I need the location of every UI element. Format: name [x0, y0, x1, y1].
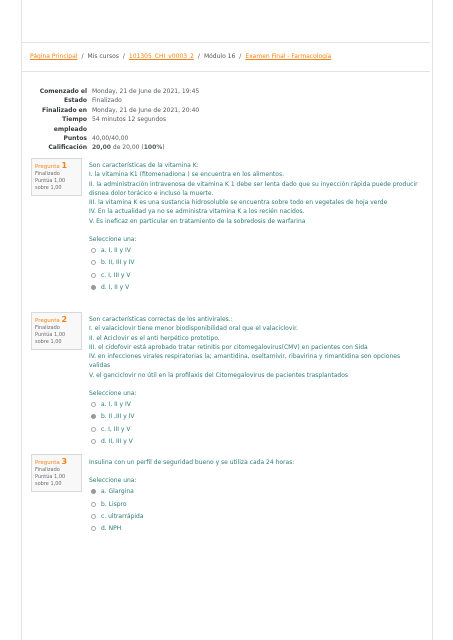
- radio-button[interactable]: [91, 273, 96, 278]
- time-value: 54 minutos 12 segundos: [92, 116, 167, 124]
- answer-option[interactable]: b. II, III y IV: [89, 257, 419, 269]
- breadcrumb-separator: /: [81, 53, 84, 60]
- question-info-3: [31, 454, 82, 492]
- select-one-label: Seleccione una:: [89, 477, 137, 485]
- question-number: Pregunta 2: [35, 315, 68, 324]
- radio-button[interactable]: [91, 427, 96, 432]
- breadcrumb-exam-link[interactable]: Examen Final - Farmacología: [245, 53, 332, 60]
- question-info-2: [31, 312, 82, 350]
- question-status: Finalizado: [35, 171, 60, 177]
- time-label: Tiempo empleado: [53, 116, 87, 133]
- started-value: Monday, 21 de June de 2021, 19:45: [92, 88, 200, 95]
- radio-button[interactable]: [91, 285, 96, 290]
- radio-button[interactable]: [91, 402, 96, 407]
- question-content-2: [89, 315, 419, 448]
- answer-option[interactable]: c. I, III y V: [89, 269, 419, 281]
- question-score: Puntúa 1,00 sobre 1,00: [35, 474, 66, 487]
- breadcrumb: [30, 53, 331, 60]
- breadcrumb-course-link[interactable]: 101305_CHI_v0003_2: [128, 53, 194, 60]
- question-content-1: [89, 161, 419, 294]
- attempt-summary: [30, 87, 199, 153]
- answer-option[interactable]: d. II, III y V: [89, 436, 419, 448]
- question-score: Puntúa 1,00 sobre 1,00: [35, 332, 66, 345]
- answer-option[interactable]: b. Lispro: [89, 498, 419, 510]
- answer-option[interactable]: a. Glargina: [89, 486, 419, 498]
- finished-value: Monday, 21 de June de 2021, 20:40: [92, 106, 200, 114]
- radio-button[interactable]: [91, 489, 96, 494]
- finished-label: Finalizado en: [42, 106, 87, 114]
- radio-button[interactable]: [91, 414, 96, 419]
- radio-button[interactable]: [91, 248, 96, 253]
- points-value: 40,00/40,00: [92, 135, 129, 143]
- radio-button[interactable]: [91, 502, 96, 507]
- answer-option[interactable]: a. I, II y IV: [89, 244, 419, 256]
- question-content-3: [89, 458, 419, 535]
- question-score: Puntúa 1,00 sobre 1,00: [35, 178, 66, 191]
- breadcrumb-my-courses[interactable]: Mis cursos: [87, 53, 119, 60]
- state-value: Finalizado: [92, 97, 122, 105]
- breadcrumb-module[interactable]: Módulo 16: [203, 53, 236, 60]
- answer-option[interactable]: c. I, III y V: [89, 423, 419, 435]
- radio-button[interactable]: [91, 439, 96, 444]
- points-label: Puntos: [63, 135, 87, 143]
- radio-button[interactable]: [91, 526, 96, 531]
- question-number: Pregunta 1: [35, 161, 68, 170]
- answer-option[interactable]: d. I, II y V: [89, 282, 419, 294]
- question-prompt: Insulina con un perfil de seguridad bueno y se utiliza cada 24 horas:: [89, 459, 295, 466]
- state-label: Estado: [63, 97, 87, 105]
- question-status: Finalizado: [35, 467, 60, 473]
- answer-option[interactable]: d. NPH: [89, 523, 419, 535]
- question-prompt: Son características de la vitamina K: I. la vitamina K1 (fitomenadiona ) se encuentra en los alimentos. II. la administración intravenosa de vitamina K 1 debe ser lenta dado que su inyección rápida puede producir disnea dolor torácico e incluso la muerte. III. la vitamina K es una sustancia hidrosoluble se encuentra sobre todo en vegetales de hoja verde IV. En la actualidad ya no se administra vitamina K a los recién nacidos. V. Es ineficaz en particular en tratamiento de la sobredosis de warfarina: [89, 162, 418, 225]
- grade-label: Calificación: [48, 144, 87, 152]
- answer-option[interactable]: b. II ,III y IV: [89, 411, 419, 423]
- answer-option[interactable]: c. ultrarrápida: [89, 510, 419, 522]
- breadcrumb-home-link[interactable]: Página Principal: [30, 53, 78, 60]
- grade-value: 20,00 de 20,00 (100%): [92, 144, 165, 152]
- breadcrumb-separator: /: [239, 53, 242, 60]
- select-one-label: Seleccione una:: [89, 236, 137, 244]
- radio-button[interactable]: [91, 514, 96, 519]
- breadcrumb-separator: /: [122, 53, 125, 60]
- question-status: Finalizado: [35, 325, 60, 331]
- question-number: Pregunta 3: [35, 457, 68, 466]
- answer-option[interactable]: a. I, II y IV: [89, 398, 419, 410]
- select-one-label: Seleccione una:: [89, 390, 137, 398]
- breadcrumb-separator: /: [197, 53, 200, 60]
- started-label: Comenzado el: [39, 88, 87, 95]
- radio-button[interactable]: [91, 260, 96, 265]
- question-info-1: [31, 158, 82, 196]
- question-prompt: Son características correctas de los antivirales.: I. el valaciclovir tiene menor biodisponibilidad oral que el valaciclovir. II. el Aciclovir es el anti herpético prototipo. III. el cidofovir está aprobado tratar retinitis por citomegalovirus(CMV) en pacientes con Sida IV. en infecciones virales respiratorias la; amantidina, oseltamivir, ribavirina y rimantidina son opciones validas V. el ganciclovir no útil en la profilaxis del Citomegalovirus de pacientes trasplantados: [89, 316, 401, 379]
